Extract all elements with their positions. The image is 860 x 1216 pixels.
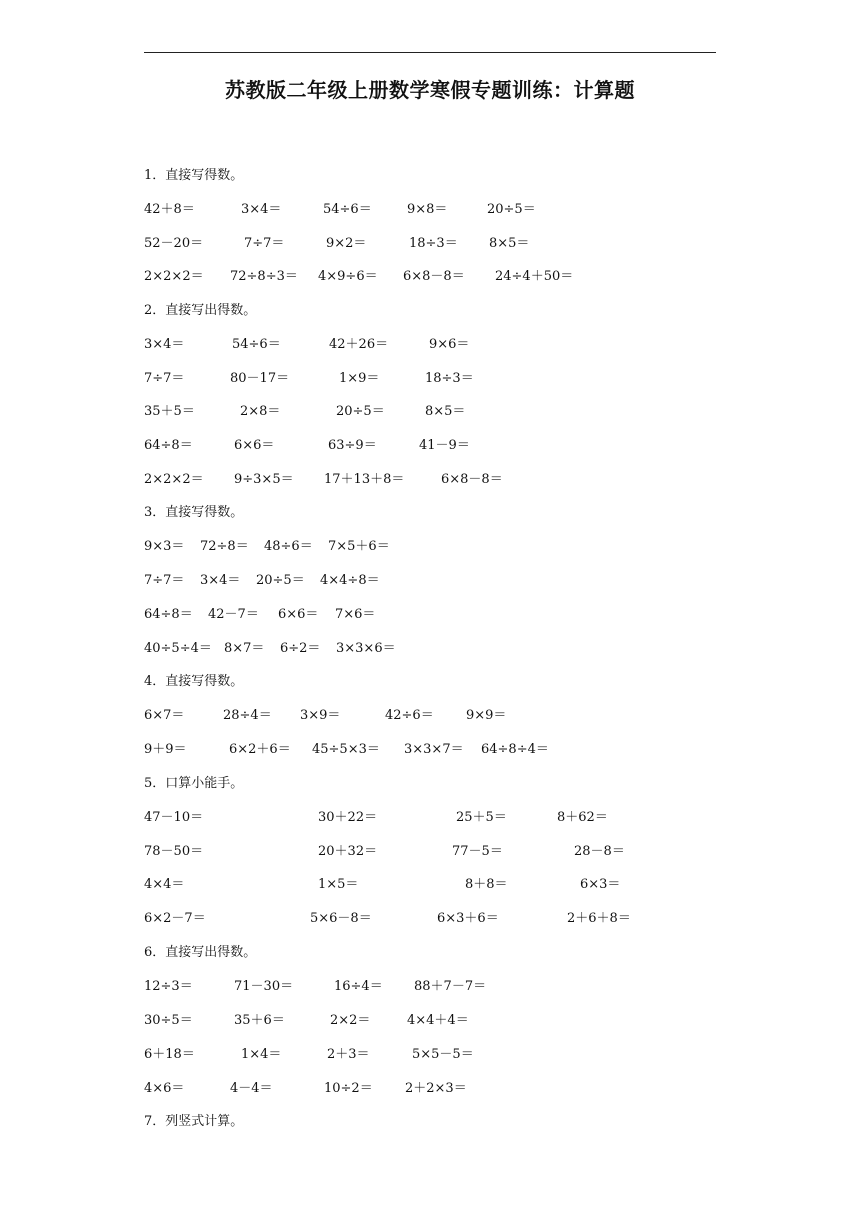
problem-row: [0, 400, 860, 420]
arithmetic-problem: 16÷4＝: [334, 979, 383, 994]
arithmetic-problem: 2×2＝: [330, 1013, 371, 1028]
arithmetic-problem: 2＋2×3＝: [405, 1081, 467, 1096]
arithmetic-problem: 9×8＝: [407, 202, 448, 217]
problem-row: [0, 333, 860, 353]
arithmetic-problem: 1×9＝: [339, 371, 380, 386]
arithmetic-problem: 6×7＝: [144, 708, 185, 723]
arithmetic-problem: 42－7＝: [208, 607, 259, 622]
arithmetic-problem: 8＋8＝: [465, 877, 508, 892]
arithmetic-problem: 42＋8＝: [144, 202, 195, 217]
question-heading-6: 6．直接写出得数。: [144, 945, 257, 960]
arithmetic-problem: 72÷8÷3＝: [230, 269, 298, 284]
arithmetic-problem: 24÷4＋50＝: [495, 269, 574, 284]
arithmetic-problem: 9×9＝: [466, 708, 507, 723]
arithmetic-problem: 5×5－5＝: [412, 1047, 474, 1062]
problem-row: [0, 907, 860, 927]
problem-row: [0, 704, 860, 724]
header-rule: [144, 52, 716, 53]
arithmetic-problem: 88＋7－7＝: [414, 979, 487, 994]
arithmetic-problem: 6×2－7＝: [144, 911, 206, 926]
arithmetic-problem: 42÷6＝: [385, 708, 434, 723]
arithmetic-problem: 78－50＝: [144, 844, 204, 859]
arithmetic-problem: 9×2＝: [326, 236, 367, 251]
problem-row: [0, 873, 860, 893]
arithmetic-problem: 6×8－8＝: [403, 269, 465, 284]
arithmetic-problem: 52－20＝: [144, 236, 204, 251]
problem-row: [0, 840, 860, 860]
problem-row: [0, 738, 860, 758]
arithmetic-problem: 4×4＋4＝: [407, 1013, 469, 1028]
arithmetic-problem: 18÷3＝: [409, 236, 458, 251]
arithmetic-problem: 8＋62＝: [557, 810, 608, 825]
arithmetic-problem: 2×8＝: [240, 404, 281, 419]
page-title: 苏教版二年级上册数学寒假专题训练：计算题: [225, 78, 635, 102]
arithmetic-problem: 80－17＝: [230, 371, 290, 386]
arithmetic-problem: 47－10＝: [144, 810, 204, 825]
arithmetic-problem: 5×6－8＝: [310, 911, 372, 926]
question-heading-4: 4．直接写得数。: [144, 674, 244, 689]
problem-row: [0, 198, 860, 218]
arithmetic-problem: 2×2×2＝: [144, 472, 204, 487]
arithmetic-problem: 3×4＝: [144, 337, 185, 352]
arithmetic-problem: 9×6＝: [429, 337, 470, 352]
arithmetic-problem: 4×6＝: [144, 1081, 185, 1096]
arithmetic-problem: 6×2＋6＝: [229, 742, 291, 757]
arithmetic-problem: 1×4＝: [241, 1047, 282, 1062]
arithmetic-problem: 7÷7＝: [244, 236, 285, 251]
arithmetic-problem: 54÷6＝: [232, 337, 281, 352]
problem-row: [0, 535, 860, 555]
arithmetic-problem: 6×6＝: [234, 438, 275, 453]
arithmetic-problem: 64÷8＝: [144, 438, 193, 453]
arithmetic-problem: 35＋6＝: [234, 1013, 285, 1028]
arithmetic-problem: 64÷8＝: [144, 607, 193, 622]
arithmetic-problem: 2＋3＝: [327, 1047, 370, 1062]
problem-row: [0, 434, 860, 454]
arithmetic-problem: 20÷5＝: [256, 573, 305, 588]
arithmetic-problem: 9÷3×5＝: [234, 472, 294, 487]
arithmetic-problem: 9×3＝: [144, 539, 185, 554]
arithmetic-problem: 6＋18＝: [144, 1047, 195, 1062]
arithmetic-problem: 25＋5＝: [456, 810, 507, 825]
arithmetic-problem: 4×9÷6＝: [318, 269, 378, 284]
problem-row: [0, 975, 860, 995]
arithmetic-problem: 42＋26＝: [329, 337, 389, 352]
arithmetic-problem: 41－9＝: [419, 438, 470, 453]
question-heading-2: 2．直接写出得数。: [144, 303, 257, 318]
arithmetic-problem: 35＋5＝: [144, 404, 195, 419]
arithmetic-problem: 77－5＝: [452, 844, 503, 859]
arithmetic-problem: 7÷7＝: [144, 573, 185, 588]
arithmetic-problem: 63÷9＝: [328, 438, 377, 453]
question-heading-1: 1．直接写得数。: [144, 168, 244, 183]
arithmetic-problem: 6×3＋6＝: [437, 911, 499, 926]
problem-row: [0, 806, 860, 826]
problem-row: [0, 1009, 860, 1029]
arithmetic-problem: 4－4＝: [230, 1081, 273, 1096]
arithmetic-problem: 2＋6＋8＝: [567, 911, 631, 926]
arithmetic-problem: 72÷8＝: [200, 539, 249, 554]
arithmetic-problem: 71－30＝: [234, 979, 294, 994]
arithmetic-problem: 20＋32＝: [318, 844, 378, 859]
arithmetic-problem: 8×7＝: [224, 641, 265, 656]
problem-row: [0, 265, 860, 285]
arithmetic-problem: 7×6＝: [335, 607, 376, 622]
arithmetic-problem: 6÷2＝: [280, 641, 321, 656]
arithmetic-problem: 28÷4＝: [223, 708, 272, 723]
problem-row: [0, 569, 860, 589]
problem-row: [0, 232, 860, 252]
arithmetic-problem: 8×5＝: [489, 236, 530, 251]
arithmetic-problem: 3×4＝: [200, 573, 241, 588]
arithmetic-problem: 12÷3＝: [144, 979, 193, 994]
arithmetic-problem: 20÷5＝: [487, 202, 536, 217]
arithmetic-problem: 6×8－8＝: [441, 472, 503, 487]
arithmetic-problem: 54÷6＝: [323, 202, 372, 217]
arithmetic-problem: 2×2×2＝: [144, 269, 204, 284]
arithmetic-problem: 3×3×6＝: [336, 641, 396, 656]
problem-row: [0, 637, 860, 657]
arithmetic-problem: 6×6＝: [278, 607, 319, 622]
question-heading-3: 3．直接写得数。: [144, 505, 244, 520]
problem-row: [0, 603, 860, 623]
problem-row: [0, 1043, 860, 1063]
question-heading-5: 5．口算小能手。: [144, 776, 244, 791]
arithmetic-problem: 7×5＋6＝: [328, 539, 390, 554]
arithmetic-problem: 3×4＝: [241, 202, 282, 217]
arithmetic-problem: 8×5＝: [425, 404, 466, 419]
arithmetic-problem: 30÷5＝: [144, 1013, 193, 1028]
arithmetic-problem: 17＋13＋8＝: [324, 472, 405, 487]
arithmetic-problem: 28－8＝: [574, 844, 625, 859]
arithmetic-problem: 3×3×7＝: [404, 742, 464, 757]
arithmetic-problem: 40÷5÷4＝: [144, 641, 212, 656]
arithmetic-problem: 1×5＝: [318, 877, 359, 892]
arithmetic-problem: 20÷5＝: [336, 404, 385, 419]
arithmetic-problem: 10÷2＝: [324, 1081, 373, 1096]
question-heading-7: 7．列竖式计算。: [144, 1114, 244, 1129]
arithmetic-problem: 7÷7＝: [144, 371, 185, 386]
problem-row: [0, 468, 860, 488]
arithmetic-problem: 30＋22＝: [318, 810, 378, 825]
arithmetic-problem: 4×4÷8＝: [320, 573, 380, 588]
arithmetic-problem: 45÷5×3＝: [312, 742, 380, 757]
arithmetic-problem: 9＋9＝: [144, 742, 187, 757]
arithmetic-problem: 4×4＝: [144, 877, 185, 892]
problem-row: [0, 1077, 860, 1097]
problem-row: [0, 367, 860, 387]
arithmetic-problem: 6×3＝: [580, 877, 621, 892]
arithmetic-problem: 3×9＝: [300, 708, 341, 723]
arithmetic-problem: 48÷6＝: [264, 539, 313, 554]
arithmetic-problem: 18÷3＝: [425, 371, 474, 386]
arithmetic-problem: 64÷8÷4＝: [481, 742, 549, 757]
